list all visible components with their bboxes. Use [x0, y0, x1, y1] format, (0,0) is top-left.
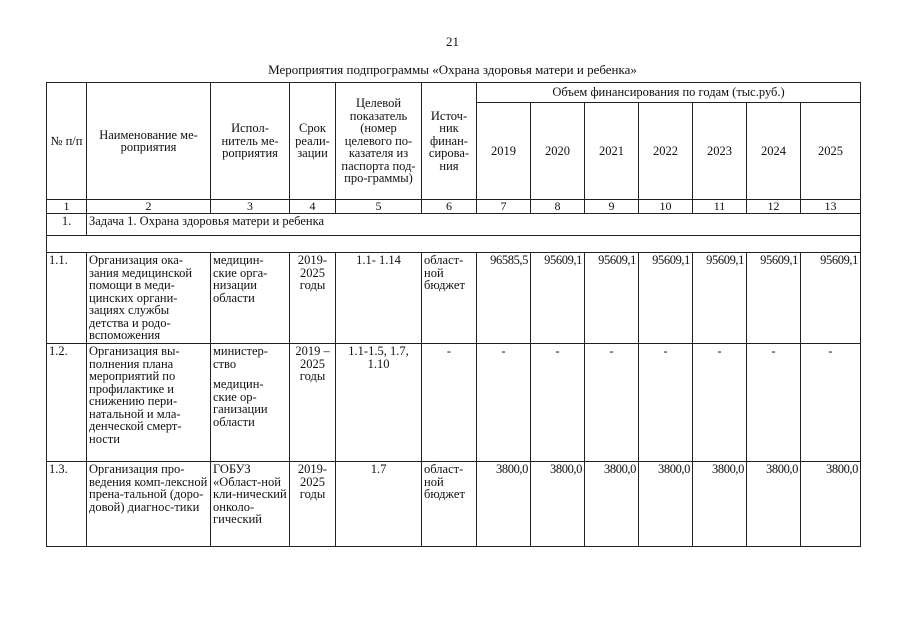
column-number: 8	[531, 200, 585, 214]
row-executor	[211, 253, 290, 344]
row-indicator: 1.1- 1.14	[336, 253, 422, 344]
header-term: Срок реали-зации	[290, 83, 336, 200]
row-term: 2019-2025 годы	[290, 462, 336, 547]
column-number: 10	[639, 200, 693, 214]
column-number: 1	[47, 200, 87, 214]
row-funding-value: 95609,1	[801, 253, 861, 344]
events-table	[46, 82, 861, 547]
row-executor	[211, 344, 290, 462]
year-cell: 2024	[747, 103, 801, 200]
row-funding-value: -	[477, 344, 531, 462]
row-source: област-ной бюджет	[422, 253, 477, 344]
row-funding-value: 95609,1	[531, 253, 585, 344]
table-row	[47, 344, 861, 462]
column-number: 7	[477, 200, 531, 214]
row-funding-value: 95609,1	[747, 253, 801, 344]
table-row	[47, 462, 861, 547]
document-title: Мероприятия подпрограммы «Охрана здоровья матери и ребенка»	[268, 62, 637, 77]
column-number: 4	[290, 200, 336, 214]
row-funding-value: -	[801, 344, 861, 462]
header-executor: Испол-нитель ме-роприятия	[211, 83, 290, 200]
row-funding-value: 3800,0	[639, 462, 693, 547]
year-cell: 2019	[477, 103, 531, 200]
year-cell: 2020	[531, 103, 585, 200]
column-number: 3	[211, 200, 290, 214]
header-row-1	[47, 83, 861, 103]
page-number: 21	[446, 34, 459, 49]
row-number: 1.1.	[47, 253, 87, 344]
row-funding-value: 96585,5	[477, 253, 531, 344]
row-executor-primary: ГОБУЗ «Област-ной кли-нический онколо-гический	[213, 462, 287, 526]
column-number-row	[47, 200, 861, 214]
row-funding-value: -	[693, 344, 747, 462]
year-cell: 2021	[585, 103, 639, 200]
task-row	[47, 214, 861, 236]
row-executor-secondary: медицин-ские ор-ганизации области	[213, 377, 268, 429]
header-number: № п/п	[47, 83, 87, 200]
row-term: 2019 – 2025 годы	[290, 344, 336, 462]
row-funding-value: 3800,0	[477, 462, 531, 547]
column-number: 12	[747, 200, 801, 214]
column-number: 2	[87, 200, 211, 214]
row-executor-primary: медицин-ские орга-низации области	[213, 253, 268, 305]
spacer-row	[47, 236, 861, 253]
year-cell: 2023	[693, 103, 747, 200]
row-executor-primary: министер-ство	[213, 344, 268, 371]
row-name: Организация вы-полнения плана мероприятий по профилактике и снижению пери-натальной и мла-денческой смерт-ности	[87, 344, 211, 462]
row-executor	[211, 462, 290, 547]
column-number: 6	[422, 200, 477, 214]
column-number: 11	[693, 200, 747, 214]
spacer-cell	[47, 236, 861, 253]
header-indicator: Целевой показатель (номер целевого по-казателя из паспорта под- про-граммы)	[336, 83, 422, 200]
column-number: 5	[336, 200, 422, 214]
header-funding: Объем финансирования по годам (тыс.руб.)	[477, 83, 861, 103]
row-source: -	[422, 344, 477, 462]
row-funding-value: 3800,0	[801, 462, 861, 547]
row-funding-value: -	[747, 344, 801, 462]
row-funding-value: 3800,0	[747, 462, 801, 547]
row-name: Организация ока-зания медицинской помощи в меди-цинских органи-зациях службы детства и родо-вспоможения	[87, 253, 211, 344]
row-funding-value: 95609,1	[693, 253, 747, 344]
row-funding-value: 3800,0	[531, 462, 585, 547]
row-indicator: 1.7	[336, 462, 422, 547]
column-number: 13	[801, 200, 861, 214]
row-indicator: 1.1-1.5, 1.7, 1.10	[336, 344, 422, 462]
year-cell: 2025	[801, 103, 861, 200]
row-number: 1.3.	[47, 462, 87, 547]
row-funding-value: 95609,1	[639, 253, 693, 344]
row-number: 1.2.	[47, 344, 87, 462]
year-cell: 2022	[639, 103, 693, 200]
header-name: Наименование ме-роприятия	[87, 83, 211, 200]
task-number: 1.	[47, 214, 87, 236]
row-funding-value: -	[639, 344, 693, 462]
row-source: област-ной бюджет	[422, 462, 477, 547]
row-term: 2019-2025 годы	[290, 253, 336, 344]
column-number: 9	[585, 200, 639, 214]
row-funding-value: 95609,1	[585, 253, 639, 344]
table-row	[47, 253, 861, 344]
task-title: Задача 1. Охрана здоровья матери и ребенка	[87, 214, 861, 236]
row-name: Организация про-ведения комп-лексной пренa-тальной (доро-довой) диагнос-тики	[87, 462, 211, 547]
row-funding-value: 3800,0	[693, 462, 747, 547]
header-source: Источ-ник финан-сирова-ния	[422, 83, 477, 200]
row-funding-value: -	[531, 344, 585, 462]
row-funding-value: -	[585, 344, 639, 462]
row-funding-value: 3800,0	[585, 462, 639, 547]
